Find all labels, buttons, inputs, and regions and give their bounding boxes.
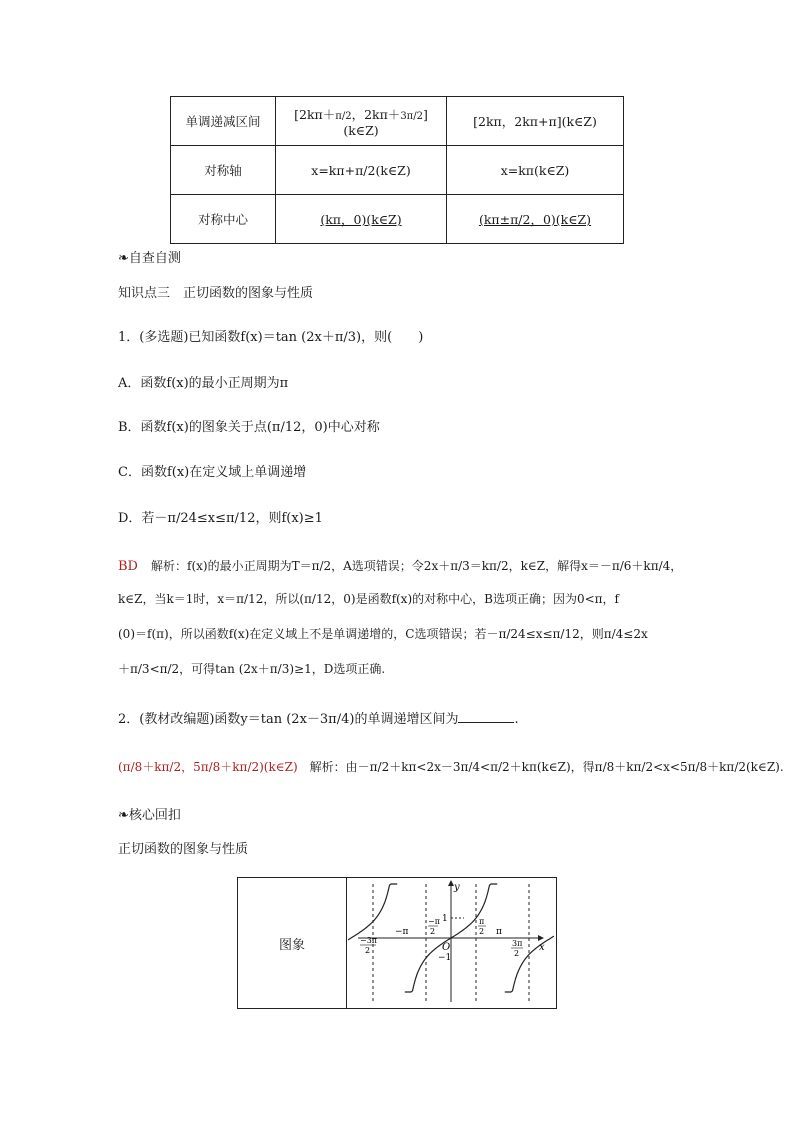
row-label-axis: 对称轴 (171, 146, 276, 195)
origin-label: O (442, 942, 451, 953)
core-section-title: 正切函数的图象与性质 (118, 842, 249, 857)
tick-one: 1 (442, 914, 448, 924)
q1-stem: 1．(多选题)已知函数f(x)＝tan (2x＋π/3)，则( ) (118, 330, 424, 345)
q1-option-a: A．函数f(x)的最小正周期为π (118, 376, 289, 391)
q1-solution-line3: (0)＝f(π)，所以函数f(x)在定义域上不是单调递增的，C选项错误；若－π/24≤x≤π/12，则π/4≤2x (118, 627, 648, 641)
cot-decreasing-interval: [2kπ，2kπ+π](k∈Z) (447, 97, 624, 146)
q1-answer: BD (118, 559, 138, 574)
properties-table (170, 96, 624, 244)
tick-neg-one: −1 (438, 953, 452, 963)
table-row (171, 195, 624, 244)
q1-solution-line2: k∈Z，当k＝1时，x＝π/12，所以(π/12，0)是函数f(x)的对称中心，B选项正确；因为0<π，f (118, 592, 619, 606)
q2-stem-text: 2．(教材改编题)函数y＝tan (2x－3π/4)的单调递增区间为 (118, 712, 459, 727)
tangent-graph (348, 878, 554, 1008)
tick-neg-pi-half-den: 2 (430, 927, 436, 936)
tan-decreasing-interval: [2kπ＋π/2，2kπ＋3π/2](k∈Z) (276, 97, 447, 146)
tick-3pi-2-num: 3π (512, 939, 523, 948)
q2-answer: (π/8＋kπ/2，5π/8＋kπ/2)(k∈Z) (118, 760, 298, 774)
tick-pi: π (496, 927, 502, 937)
row-label-center: 对称中心 (171, 195, 276, 244)
graph-label: 图象 (238, 878, 347, 1008)
q1-option-d: D．若－π/24≤x≤π/12，则f(x)≥1 (118, 511, 323, 526)
graph-table (237, 877, 557, 1009)
q2-stem-end: . (514, 712, 519, 727)
q1-solution-line1 (118, 555, 682, 574)
x-axis-arrow (538, 935, 544, 941)
answer-blank (458, 710, 514, 723)
q2-stem (118, 708, 519, 727)
q1-solution-line4: ＋π/3<π/2，可得tan (2x＋π/3)≥1，D选项正确. (118, 662, 386, 676)
tick-pi-half-den: 2 (479, 927, 485, 936)
table-row (171, 146, 624, 195)
table-row (171, 97, 624, 146)
y-axis-label: y (454, 882, 460, 893)
q2-solution (118, 758, 784, 775)
tick-neg-3pi-2-num: −3π (360, 936, 378, 945)
tick-neg-3pi-2-den: 2 (365, 946, 371, 955)
tick-pi-half-num: π (479, 917, 485, 926)
core-review-heading: ❧核心回扣 (118, 808, 181, 823)
row-label-decreasing: 单调递减区间 (171, 97, 276, 146)
tick-neg-pi: −π (395, 927, 409, 937)
q1-solution-text1: 解析：f(x)的最小正周期为T＝π/2，A选项错误；令2x＋π/3＝kπ/2，k∈Z，解得x＝－π/6＋kπ/4， (151, 559, 683, 573)
cot-symmetry-axis: x=kπ(k∈Z) (447, 146, 624, 195)
x-axis-label: x (539, 942, 545, 953)
q1-option-c: C．函数f(x)在定义域上单调递增 (118, 465, 307, 480)
knowledge-point-title: 知识点三 正切函数的图象与性质 (118, 286, 314, 301)
tick-3pi-2-den: 2 (514, 949, 520, 958)
q2-solution-text: 解析：由－π/2＋kπ<2x－3π/4<π/2＋kπ(k∈Z)，得π/8＋kπ/2<x<5π/8＋kπ/2(k∈Z). (309, 760, 784, 774)
tan-symmetry-center: (kπ，0)(k∈Z) (276, 195, 447, 244)
tan-symmetry-axis: x=kπ+π/2(k∈Z) (276, 146, 447, 195)
tick-neg-pi-half-num: −π (428, 917, 440, 926)
self-test-heading: ❧自查自测 (118, 251, 181, 266)
cot-symmetry-center: (kπ±π/2，0)(k∈Z) (447, 195, 624, 244)
q1-option-b: B．函数f(x)的图象关于点(π/12，0)中心对称 (118, 420, 380, 435)
